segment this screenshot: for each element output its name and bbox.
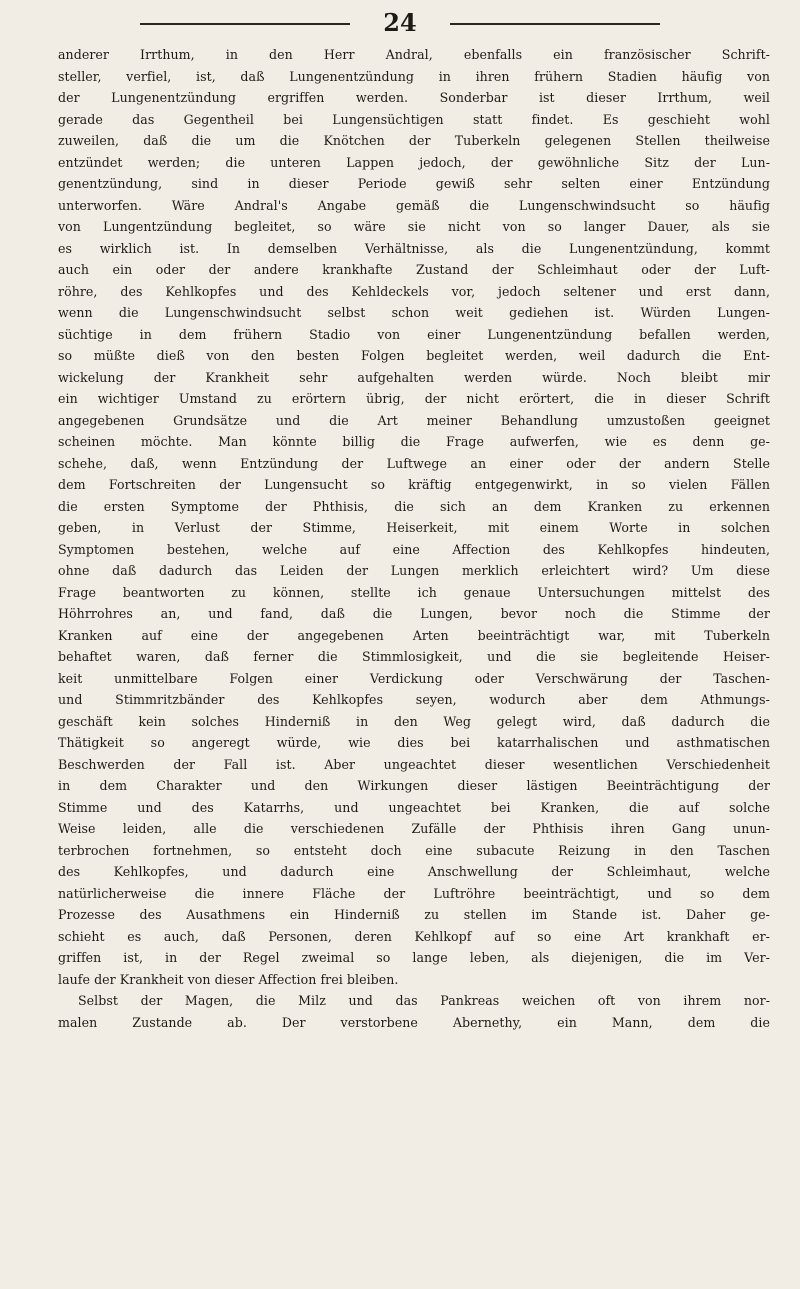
text-line: Weise leiden, alle die verschiedenen Zufälle der Phthisis ihren Gang unun- [58, 821, 770, 836]
text-line: wickelung der Krankheit sehr aufgehalten werden würde. Noch bleibt mir [58, 369, 770, 385]
text-line: Beschwerden der Fall ist. Aber ungeachtet dieser wesentlichen Verschiedenheit [58, 756, 770, 772]
text-line: gerade das Gegentheil bei Lungensüchtigen statt findet. Es geschieht wohl [58, 111, 770, 127]
body-text [58, 44, 770, 1033]
text-line: Frage beantworten zu können, stellte ich genaue Untersuchungen mittelst des [58, 584, 770, 600]
text-line: Symptomen bestehen, welche auf eine Affection des Kehlkopfes hindeuten, [58, 541, 770, 557]
text-line: angegebenen Grundsätze und die Art meiner Behandlung umzustoßen geeignet [58, 412, 770, 428]
paragraph-start-line: Selbst der Magen, die Milz und das Pankreas weichen oft von ihrem nor- [78, 993, 770, 1008]
text-line: zuweilen, daß die um die Knötchen der Tuberkeln gelegenen Stellen theilweise [58, 133, 770, 148]
text-line: keit unmittelbare Folgen einer Verdickung oder Verschwärung der Taschen- [58, 670, 770, 686]
text-line: terbrochen fortnehmen, so entsteht doch eine subacute Reizung in den Taschen [58, 842, 770, 858]
text-line: genentzündung, sind in dieser Periode gewiß sehr selten einer Entzündung [58, 176, 770, 191]
text-line: Kranken auf eine der angegebenen Arten beeinträchtigt war, mit Tuberkeln [58, 627, 770, 643]
text-line: der Lungenentzündung ergriffen werden. Sonderbar ist dieser Irrthum, weil [58, 90, 770, 105]
text-line: schieht es auch, daß Personen, deren Kehlkopf auf so eine Art krankhaft er- [58, 928, 770, 944]
text-line: Thätigkeit so angeregt würde, wie dies bei katarrhalischen und asthmatischen [58, 735, 770, 750]
text-line: unterworfen. Wäre Andral's Angabe gemäß die Lungenschwindsucht so häufig [58, 197, 770, 213]
text-line: schehe, daß, wenn Entzündung der Luftwege an einer oder der andern Stelle [58, 455, 770, 471]
text-line: die ersten Symptome der Phthisis, die sich an dem Kranken zu erkennen [58, 498, 770, 514]
text-line: in dem Charakter und den Wirkungen dieser lästigen Beeinträchtigung der [58, 778, 770, 793]
text-line: scheinen möchte. Man könnte billig die Frage aufwerfen, wie es denn ge- [58, 434, 770, 449]
text-line: von Lungentzündung begleitet, so wäre sie nicht von so langer Dauer, als sie [58, 219, 770, 234]
text-line: geschäft kein solches Hinderniß in den Weg gelegt wird, daß dadurch die [58, 713, 770, 729]
text-line: so müßte dieß von den besten Folgen begleitet werden, weil dadurch die Ent- [58, 348, 770, 363]
text-line: geben, in Verlust der Stimme, Heiserkeit, mit einem Worte in solchen [58, 520, 770, 535]
text-line: ein wichtiger Umstand zu erörtern übrig, der nicht erörtert, die in dieser Schrift [58, 391, 770, 406]
text-line: malen Zustande ab. Der verstorbene Abernethy, ein Mann, dem die [58, 1014, 770, 1030]
text-line: Höhrrohres an, und fand, daß die Lungen, bevor noch die Stimme der [58, 606, 770, 621]
text-line: griffen ist, in der Regel zweimal so lange leben, als diejenigen, die im Ver- [58, 950, 770, 965]
text-line: dem Fortschreiten der Lungensucht so kräftig entgegenwirkt, in so vielen Fällen [58, 477, 770, 492]
text-line: Prozesse des Ausathmens ein Hinderniß zu stellen im Stande ist. Daher ge- [58, 907, 770, 922]
page-header [140, 8, 660, 38]
text-line: ohne daß dadurch das Leiden der Lungen merklich erleichtert wird? Um diese [58, 563, 770, 578]
text-line: es wirklich ist. In demselben Verhältnisse, als die Lungenentzündung, kommt [58, 240, 770, 256]
text-line: und Stimmritzbänder des Kehlkopfes seyen, wodurch aber dem Athmungs- [58, 692, 770, 707]
text-line: auch ein oder der andere krankhafte Zustand der Schleimhaut oder der Luft- [58, 262, 770, 277]
page-number: 24 [383, 8, 417, 37]
text-line: steller, verfiel, ist, daß Lungenentzündung in ihren frühern Stadien häufig von [58, 68, 770, 84]
text-line: behaftet waren, daß ferner die Stimmlosigkeit, und die sie begleitende Heiser- [58, 649, 770, 664]
text-line: entzündet werden; die unteren Lappen jedoch, der gewöhnliche Sitz der Lun- [58, 154, 770, 170]
paragraph-end-line: laufe der Krankheit von dieser Affection frei bleiben. [58, 971, 399, 987]
text-line: süchtige in dem frühern Stadio von einer Lungenentzündung befallen werden, [58, 326, 770, 342]
header-rule-right [450, 23, 660, 25]
text-line: natürlicherweise die innere Fläche der Luftröhre beeinträchtigt, und so dem [58, 885, 770, 901]
text-line: Stimme und des Katarrhs, und ungeachtet bei Kranken, die auf solche [58, 799, 770, 815]
header-rule-left [140, 23, 350, 25]
text-line: des Kehlkopfes, und dadurch eine Anschwellung der Schleimhaut, welche [58, 864, 770, 879]
text-line: anderer Irrthum, in den Herr Andral, ebenfalls ein französischer Schrift- [58, 47, 770, 62]
text-line: wenn die Lungenschwindsucht selbst schon weit gediehen ist. Würden Lungen- [58, 305, 770, 320]
text-line: röhre, des Kehlkopfes und des Kehldeckels vor, jedoch seltener und erst dann, [58, 283, 770, 299]
